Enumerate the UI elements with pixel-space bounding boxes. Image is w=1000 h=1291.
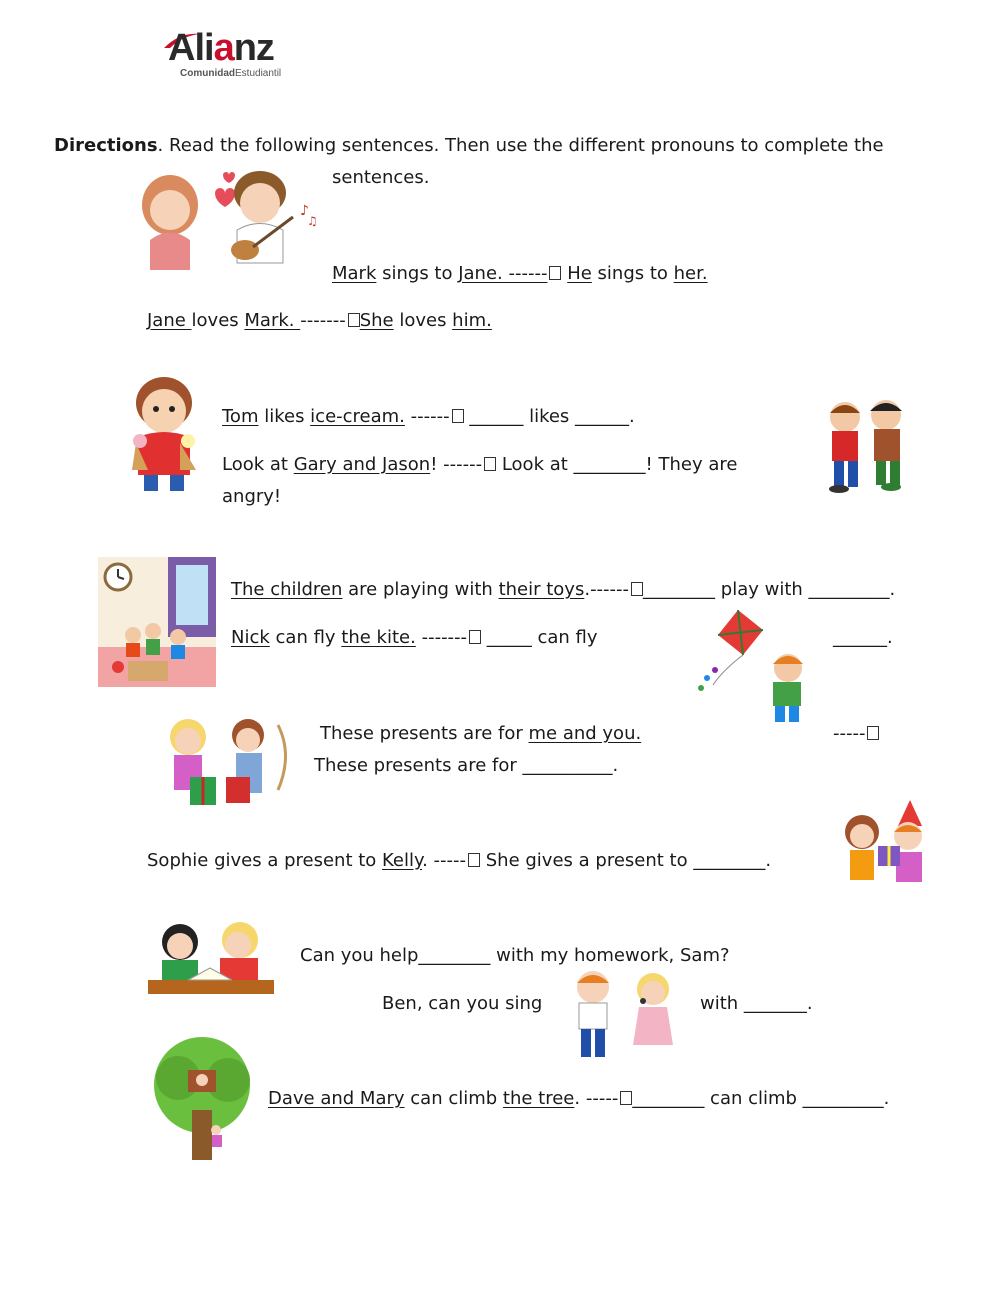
arrow-box-icon — [631, 582, 643, 596]
arrow-box-icon — [620, 1091, 632, 1105]
arrow-box-icon — [484, 457, 496, 471]
sentence-3: Tom likes ice-cream. ------ ______ likes ______. — [222, 406, 635, 427]
sentence-7-line2: These presents are for __________. — [314, 755, 619, 776]
logo-subtitle: ComunidadEstudiantil — [180, 68, 282, 79]
kids-reading-illustration — [148, 918, 274, 996]
angry-boys-illustration — [820, 395, 915, 495]
boy-icecream-illustration — [130, 375, 198, 493]
sentence-9: Can you help________ with my homework, Sam? — [300, 945, 730, 966]
arrow-box-icon — [469, 630, 481, 644]
sentence-4-line2: angry! — [222, 486, 282, 507]
directions-label: Directions — [54, 135, 158, 156]
tree-climb-illustration — [150, 1030, 255, 1165]
arrow-box-icon — [348, 313, 360, 327]
sentence-2: Jane loves Mark. ------- She loves him. — [147, 310, 492, 331]
sentence-6: Nick can fly the kite. ------- _____ can fly — [231, 627, 598, 648]
svg-text:♫: ♫ — [307, 214, 318, 228]
presents-illustration — [148, 715, 298, 810]
arrow-box-icon — [468, 853, 480, 867]
sentence-4: Look at Gary and Jason! ------ Look at ________! They are — [222, 454, 738, 475]
sentence-11: Dave and Mary can climb the tree. ----- ________ can climb _________. — [268, 1088, 890, 1109]
sentence-8: Sophie gives a present to Kelly. ----- She gives a present to ________. — [147, 850, 772, 871]
directions-text: . Read the following sentences. Then use the different pronouns to complete the — [157, 135, 884, 156]
arrow-box-icon — [452, 409, 464, 423]
arrow-box-icon — [867, 726, 879, 740]
arrow-box-icon — [549, 266, 561, 280]
logo: Alianz — [168, 27, 274, 69]
sentence-6-blank: ______. — [833, 627, 893, 648]
gift-party-illustration — [832, 800, 934, 888]
boy-kite-illustration — [693, 610, 813, 728]
singers-illustration — [555, 965, 690, 1065]
sentence-7: These presents are for me and you. — [320, 723, 642, 744]
sentence-7-arrow: ----- — [833, 723, 879, 745]
svg-text:♪: ♪ — [300, 203, 309, 219]
sentence-5: The children are playing with their toys.------ ________ play with _________. — [231, 579, 896, 600]
couple-illustration — [135, 165, 320, 273]
sentence-10: Ben, can you sing — [382, 993, 543, 1014]
directions — [54, 135, 884, 157]
sentence-1: Mark sings to Jane. ------ He sings to her. — [332, 263, 708, 284]
sentence-10-end: with _______. — [700, 993, 813, 1014]
directions-line2: sentences. — [332, 167, 430, 188]
children-playing-illustration — [98, 557, 216, 687]
